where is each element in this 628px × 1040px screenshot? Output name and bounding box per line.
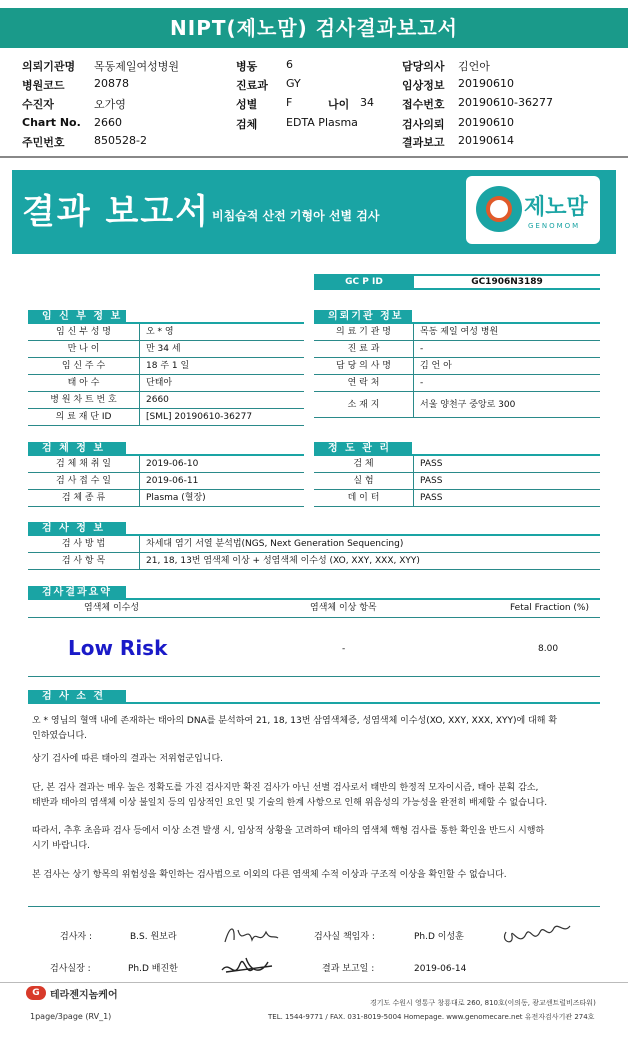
age-label: 나이: [328, 98, 350, 111]
summary-heading: 검사결과요약: [28, 586, 126, 600]
pregnant-row: [28, 409, 304, 426]
header-value: 김언아: [458, 60, 490, 73]
header-value: 오가영: [94, 98, 126, 111]
qc-row: [314, 456, 600, 473]
header-value: GY: [286, 77, 301, 90]
field-value: 차세대 염기 서열 분석법(NGS, Next Generation Sequencing): [146, 539, 404, 549]
tester-signature: [220, 920, 280, 950]
specimen-row: [28, 490, 304, 507]
pregnant-row: [28, 341, 304, 358]
field-value: 21, 18, 13번 염색체 이상 + 성염색체 이수성 (XO, XXY, XXX, XYY): [146, 556, 420, 566]
field-value: Plasma (혈장): [146, 493, 206, 503]
header-value: 20190610: [458, 116, 514, 129]
findings-p3a: 단, 본 검사 결과는 매우 높은 정확도를 가진 검사지만 확진 검사가 아닌 선별 검사로서 태반의 한정적 모자이시즘, 태아 분획 감소,: [32, 783, 539, 793]
director-signature: [498, 918, 574, 952]
header-value: 850528-2: [94, 134, 147, 147]
field-label: 검 체: [314, 456, 414, 473]
company-name: 테라젠지놈케어: [50, 990, 118, 1001]
field-value: 오 * 영: [146, 327, 174, 337]
field-label: 의 료 기 관 명: [314, 324, 414, 341]
director-label: 검사실 책임자 :: [314, 932, 375, 942]
findings-p1b: 인하였습니다.: [32, 731, 88, 741]
header-label: 수진자: [22, 98, 54, 111]
field-label: 만 나 이: [28, 341, 140, 358]
page-number: 1page/3page (RV_1): [30, 1012, 112, 1021]
field-label: 검 사 방 법: [28, 536, 140, 553]
specimen-row: [28, 473, 304, 490]
report-date: 2019-06-14: [414, 964, 467, 974]
logo-text: 제노맘: [524, 195, 588, 220]
summary-line: [28, 598, 600, 600]
qc-row: [314, 490, 600, 507]
tester-label: 검사자 :: [60, 932, 92, 942]
report-date-label: 결과 보고일 :: [322, 964, 375, 974]
qc-heading: 정 도 관 리: [314, 442, 412, 456]
field-label: 임 신 부 성 명: [28, 324, 140, 341]
field-label: 의 료 재 단 ID: [28, 409, 140, 426]
director-name: Ph.D 이성훈: [414, 932, 464, 942]
institution-row: [314, 341, 600, 358]
findings-p1a: 오 * 영님의 혈액 내에 존재하는 태아의 DNA를 분석하여 21, 18, 13번 삼염색체증, 성염색체 이수성(XO, XXY, XXX, XYY)에 대해 확: [32, 716, 558, 726]
pregnant-row: [28, 358, 304, 375]
institution-row: [314, 392, 600, 418]
test-row: [28, 553, 600, 570]
findings-bottom: [28, 906, 600, 907]
head-signature: [216, 950, 276, 982]
header-label: 결과보고: [402, 136, 445, 149]
logo-subtext: GENOMOM: [528, 222, 581, 230]
footer-divider: [0, 982, 628, 983]
field-label: 데 이 터: [314, 490, 414, 507]
field-label: 실 험: [314, 473, 414, 490]
header-label: 담당의사: [402, 60, 445, 73]
gcpid-label: GC P ID: [314, 274, 414, 290]
field-value: 2019-06-11: [146, 476, 199, 486]
field-value: 2660: [146, 395, 169, 405]
summary-col-aneuploidy: 염색체 이수성: [84, 603, 140, 613]
head-label: 검사실장 :: [50, 964, 91, 974]
specimen-heading: 검 체 정 보: [28, 442, 126, 456]
field-value: 김 언 아: [420, 361, 452, 371]
header-value: 6: [286, 58, 293, 71]
field-value: 서울 양천구 중앙로 300: [420, 400, 516, 410]
findings-line: [28, 702, 600, 704]
company-logo-icon: G: [26, 986, 46, 1000]
pregnant-row: [28, 392, 304, 409]
findings-p4b: 시기 바랍니다.: [32, 841, 90, 851]
field-label: 병 원 차 트 번 호: [28, 392, 140, 409]
qc-row: [314, 473, 600, 490]
summary-bottom: [28, 676, 600, 677]
findings-p5: 본 검사는 상기 항목의 위험성을 확인하는 검사법으로 이외의 다른 염색체 수적 이상과 구조적 이상을 확인할 수 없습니다.: [32, 870, 507, 880]
field-value: -: [420, 378, 424, 388]
summary-divider: [28, 617, 600, 618]
field-value: -: [420, 344, 424, 354]
tester-name: B.S. 원보라: [130, 932, 177, 942]
summary-ff-value: 8.00: [538, 644, 559, 654]
field-value: 만 34 세: [146, 344, 181, 354]
header-value: 20878: [94, 77, 129, 90]
header-value: 20190614: [458, 134, 514, 147]
header-label: 진료과: [236, 79, 268, 92]
page-title: NIPT(제노맘) 검사결과보고서: [0, 8, 628, 48]
findings-p3b: 태반과 태아의 염색체 이상 불일치 등의 임상적인 요인 및 기술의 한계 사항으로 인해 위음성의 가능성을 완전히 배제할 수 없습니다.: [32, 798, 548, 808]
field-label: 검 체 종 류: [28, 490, 140, 507]
pregnant-row: [28, 324, 304, 341]
field-label: 진 료 과: [314, 341, 414, 358]
field-value: [SML] 20190610-36277: [146, 412, 253, 422]
gcpid-value: GC1906N3189: [414, 274, 600, 290]
header-label: Chart No.: [22, 116, 81, 129]
institution-row: [314, 358, 600, 375]
header-value: F: [286, 96, 293, 109]
summary-col-abnormal: 염색체 이상 항목: [310, 603, 377, 613]
field-value: 단태아: [146, 378, 173, 388]
summary-item-value: -: [342, 644, 346, 654]
test-row: [28, 536, 600, 553]
field-label: 검 사 접 수 일: [28, 473, 140, 490]
header-value: 2660: [94, 116, 122, 129]
field-label: 임 신 주 수: [28, 358, 140, 375]
banner-subtitle: 비침습적 산전 기형아 선별 검사: [212, 209, 380, 223]
field-label: 검 사 항 목: [28, 553, 140, 570]
pregnant-heading: 임 신 부 정 보: [28, 310, 126, 324]
field-value: PASS: [420, 493, 443, 503]
header-label: 병원코드: [22, 79, 65, 92]
header-value: 목동제일여성병원: [94, 60, 180, 73]
header-value: EDTA Plasma: [286, 116, 358, 129]
header-value: 20190610: [458, 77, 514, 90]
header-value: 20190610-36277: [458, 96, 553, 109]
header-label: 의뢰기관명: [22, 60, 76, 73]
field-value: 2019-06-10: [146, 459, 199, 469]
findings-p2: 상기 검사에 따른 태아의 결과는 저위험군입니다.: [32, 754, 224, 764]
findings-p4a: 따라서, 추후 초음파 검사 등에서 이상 소견 발생 시, 임상적 상황을 고려하여 태아의 염색체 핵형 검사를 통한 확인을 반드시 시행하: [32, 826, 545, 836]
field-value: PASS: [420, 459, 443, 469]
field-label: 담 당 의 사 명: [314, 358, 414, 375]
header-label: 검사의뢰: [402, 118, 445, 131]
banner-title: 결과 보고서: [22, 192, 211, 232]
logo-icon-inner: [486, 196, 512, 222]
institution-heading: 의뢰기관 정보: [314, 310, 412, 324]
header-label: 병동: [236, 60, 258, 73]
head-name: Ph.D 배진한: [128, 964, 178, 974]
pregnant-row: [28, 375, 304, 392]
findings-heading: 검 사 소 견: [28, 690, 126, 704]
field-value: 목동 제일 여성 병원: [420, 327, 499, 337]
institution-row: [314, 324, 600, 341]
header-label: 주민번호: [22, 136, 65, 149]
header-label: 검체: [236, 118, 258, 131]
field-label: 소 재 지: [314, 392, 414, 418]
institution-row: [314, 375, 600, 392]
field-value: PASS: [420, 476, 443, 486]
header-label: 성별: [236, 98, 258, 111]
field-value: 18 주 1 일: [146, 361, 190, 371]
test-heading: 검 사 정 보: [28, 522, 126, 536]
header-label: 접수번호: [402, 98, 445, 111]
divider: [0, 156, 628, 158]
field-label: 검 체 채 취 일: [28, 456, 140, 473]
field-label: 태 아 수: [28, 375, 140, 392]
field-label: 연 락 처: [314, 375, 414, 392]
footer-contact: TEL. 1544-9771 / FAX. 031-8019-5004 Homepage. www.genomecare.net 유전자검사기관 274호: [268, 1013, 595, 1021]
footer-address: 경기도 수원시 영통구 창룡대로 260, 810호(이의동, 광교센트럴비즈타워): [370, 999, 596, 1007]
header-label: 임상정보: [402, 79, 445, 92]
result-low-risk: Low Risk: [68, 636, 168, 660]
summary-col-ff: Fetal Fraction (%): [510, 603, 589, 613]
age-value: 34: [360, 96, 374, 109]
specimen-row: [28, 456, 304, 473]
